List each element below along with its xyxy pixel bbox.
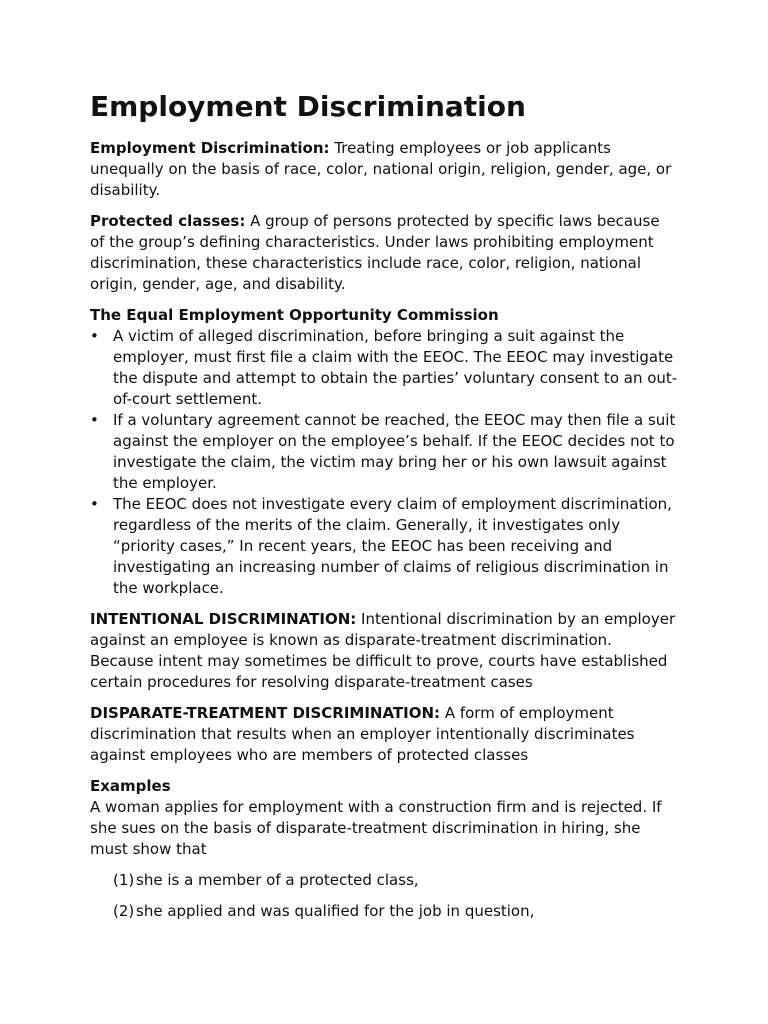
item-number: (1) [113, 871, 135, 889]
term-label: Protected classes: [90, 212, 246, 230]
definition-employment-discrimination [90, 138, 678, 201]
definition-text: Treating employees or job applicants unequally on the basis of race, color, national origin, religion, gender, age, or disability. [90, 139, 672, 199]
numbered-item [90, 901, 678, 922]
list-item [90, 410, 678, 494]
list-item [90, 494, 678, 599]
list-item-text: The EEOC does not investigate every claim of employment discrimination, regardless of the merits of the claim. Generally, it investigates only “priority cases,” In recent years, the EEOC has been receiving and investigating an increasing number of claims of religious discrimination in the workplace. [113, 495, 672, 597]
bullet-icon: • [90, 411, 99, 429]
definition-intentional-discrimination [90, 609, 678, 693]
definition-text: Intentional discrimination by an employer against an employee is known as disparate-treatment discrimination. Because intent may sometimes be difficult to prove, courts have established certain procedures for resolving disparate-treatment cases [90, 610, 676, 691]
list-item-text: A victim of alleged discrimination, before bringing a suit against the employer, must first file a claim with the EEOC. The EEOC may investigate the dispute and attempt to obtain the parties’ voluntary consent to an out-of-court settlement. [113, 327, 678, 408]
term-label: INTENTIONAL DISCRIMINATION: [90, 610, 357, 628]
numbered-item [90, 870, 678, 891]
term-label: DISPARATE-TREATMENT DISCRIMINATION: [90, 704, 441, 722]
list-item-text: If a voluntary agreement cannot be reached, the EEOC may then file a suit against the employer on the employee’s behalf. If the EEOC decides not to investigate the claim, the victim may bring her or his own lawsuit against the employer. [113, 411, 676, 492]
examples-heading: Examples [90, 777, 171, 795]
list-item [90, 326, 678, 410]
item-number: (2) [113, 902, 135, 920]
page-title: Employment Discrimination [90, 90, 526, 123]
eeoc-heading: The Equal Employment Opportunity Commission [90, 306, 499, 324]
eeoc-bullet-list [90, 326, 678, 599]
item-text: she is a member of a protected class, [136, 871, 419, 889]
examples-text: A woman applies for employment with a construction firm and is rejected. If she sues on the basis of disparate-treatment discrimination in hiring, she must show that [90, 798, 662, 858]
definition-disparate-treatment [90, 703, 678, 766]
definition-text: A form of employment discrimination that results when an employer intentionally discriminates against employees who are members of protected classes [90, 704, 635, 764]
term-label: Employment Discrimination: [90, 139, 330, 157]
bullet-icon: • [90, 327, 99, 345]
bullet-icon: • [90, 495, 99, 513]
definition-text: A group of persons protected by specific laws because of the group’s defining characteristics. Under laws prohibiting employment discrimination, these characteristics include race, color, religion, national origin, gender, age, and disability. [90, 212, 660, 293]
item-text: she applied and was qualified for the job in question, [136, 902, 535, 920]
definition-protected-classes [90, 211, 678, 295]
